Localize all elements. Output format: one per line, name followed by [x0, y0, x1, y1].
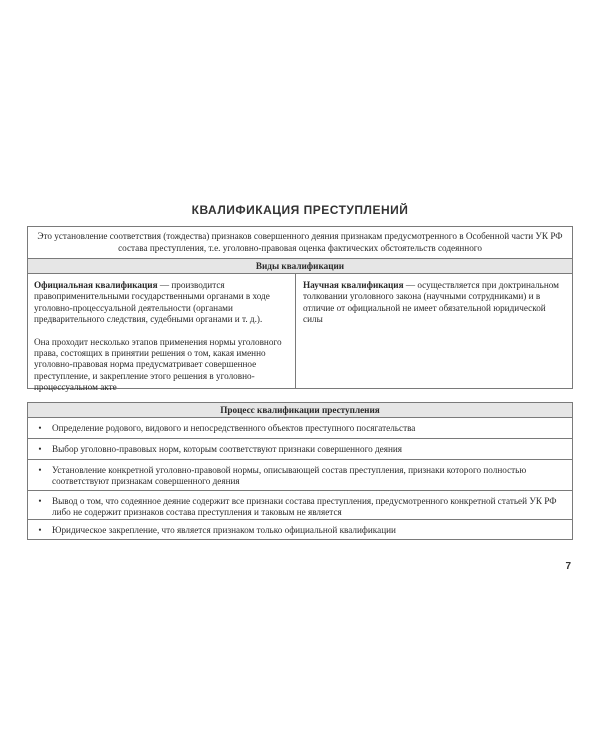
bullet-icon: •	[38, 465, 42, 475]
scientific-term: Научная квалификация	[303, 280, 404, 290]
bullet-icon: •	[38, 444, 42, 454]
process-item-text: Юридическое закрепление, что является признаком только официальной квалификации	[52, 525, 396, 535]
process-item	[28, 460, 572, 491]
scientific-paragraph	[303, 280, 566, 326]
process-item	[28, 491, 572, 520]
official-term: Официальная квалификация	[34, 280, 158, 290]
page-title: КВАЛИФИКАЦИЯ ПРЕСТУПЛЕНИЙ	[191, 203, 409, 217]
official-stages: Она проходит несколько этапов применения нормы уголовного права, состоящих в принятии решения о том, какая именно уголовно-правовая норма предусматривает совершенное преступление, и закрепление этого решения в уголовно-процессуальном акте	[34, 336, 282, 393]
scientific-qualification-cell	[296, 274, 572, 388]
process-item-text: Установление конкретной уголовно-правовой нормы, описывающей состав преступления, признаки которого полностью соответствуют признакам совершенного деяния	[52, 465, 527, 487]
process-item	[28, 520, 572, 540]
definition-text: Это установление соответствия (тождества) признаков совершенного деяния признакам предусмотренного в Особенной части УК РФ состава преступления, т.е. уголовно-правовая оценка фактических обстоятельств содеянного	[28, 227, 572, 259]
bullet-icon: •	[38, 525, 42, 535]
bullet-icon: •	[38, 496, 42, 506]
process-item-text: Вывод о том, что содеянное деяние содержит все признаки состава преступления, предусмотренного конкретной статьей УК РФ либо не содержит признаков состава преступления и таковым не является	[52, 496, 557, 518]
process-item-text: Выбор уголовно-правовых норм, которым соответствуют признаки совершенного деяния	[52, 444, 403, 454]
process-item	[28, 439, 572, 460]
official-text: — производится правоприменительными государственными органами в ходе уголовно-процессуальной деятельности (органами предварительного следствия, судебными органами и т. д.).	[34, 280, 270, 325]
page-number: 7	[565, 561, 571, 572]
process-item	[28, 418, 572, 439]
scientific-text: — осуществляется при доктринальном толковании уголовного закона (научными сотрудниками) и в отличие от официальной не имеет обязательной юридической силы	[303, 280, 559, 325]
official-qualification-cell	[28, 274, 296, 393]
kinds-header: Виды квалификации	[28, 259, 572, 274]
official-paragraph	[34, 280, 289, 326]
process-header: Процесс квалификации преступления	[28, 403, 572, 418]
process-box	[27, 402, 573, 540]
kinds-columns	[28, 274, 572, 393]
process-item-text: Определение родового, видового и непосредственного объектов преступного посягательства	[52, 423, 416, 433]
qualification-definition-box	[27, 226, 573, 393]
bullet-icon: •	[38, 423, 42, 433]
